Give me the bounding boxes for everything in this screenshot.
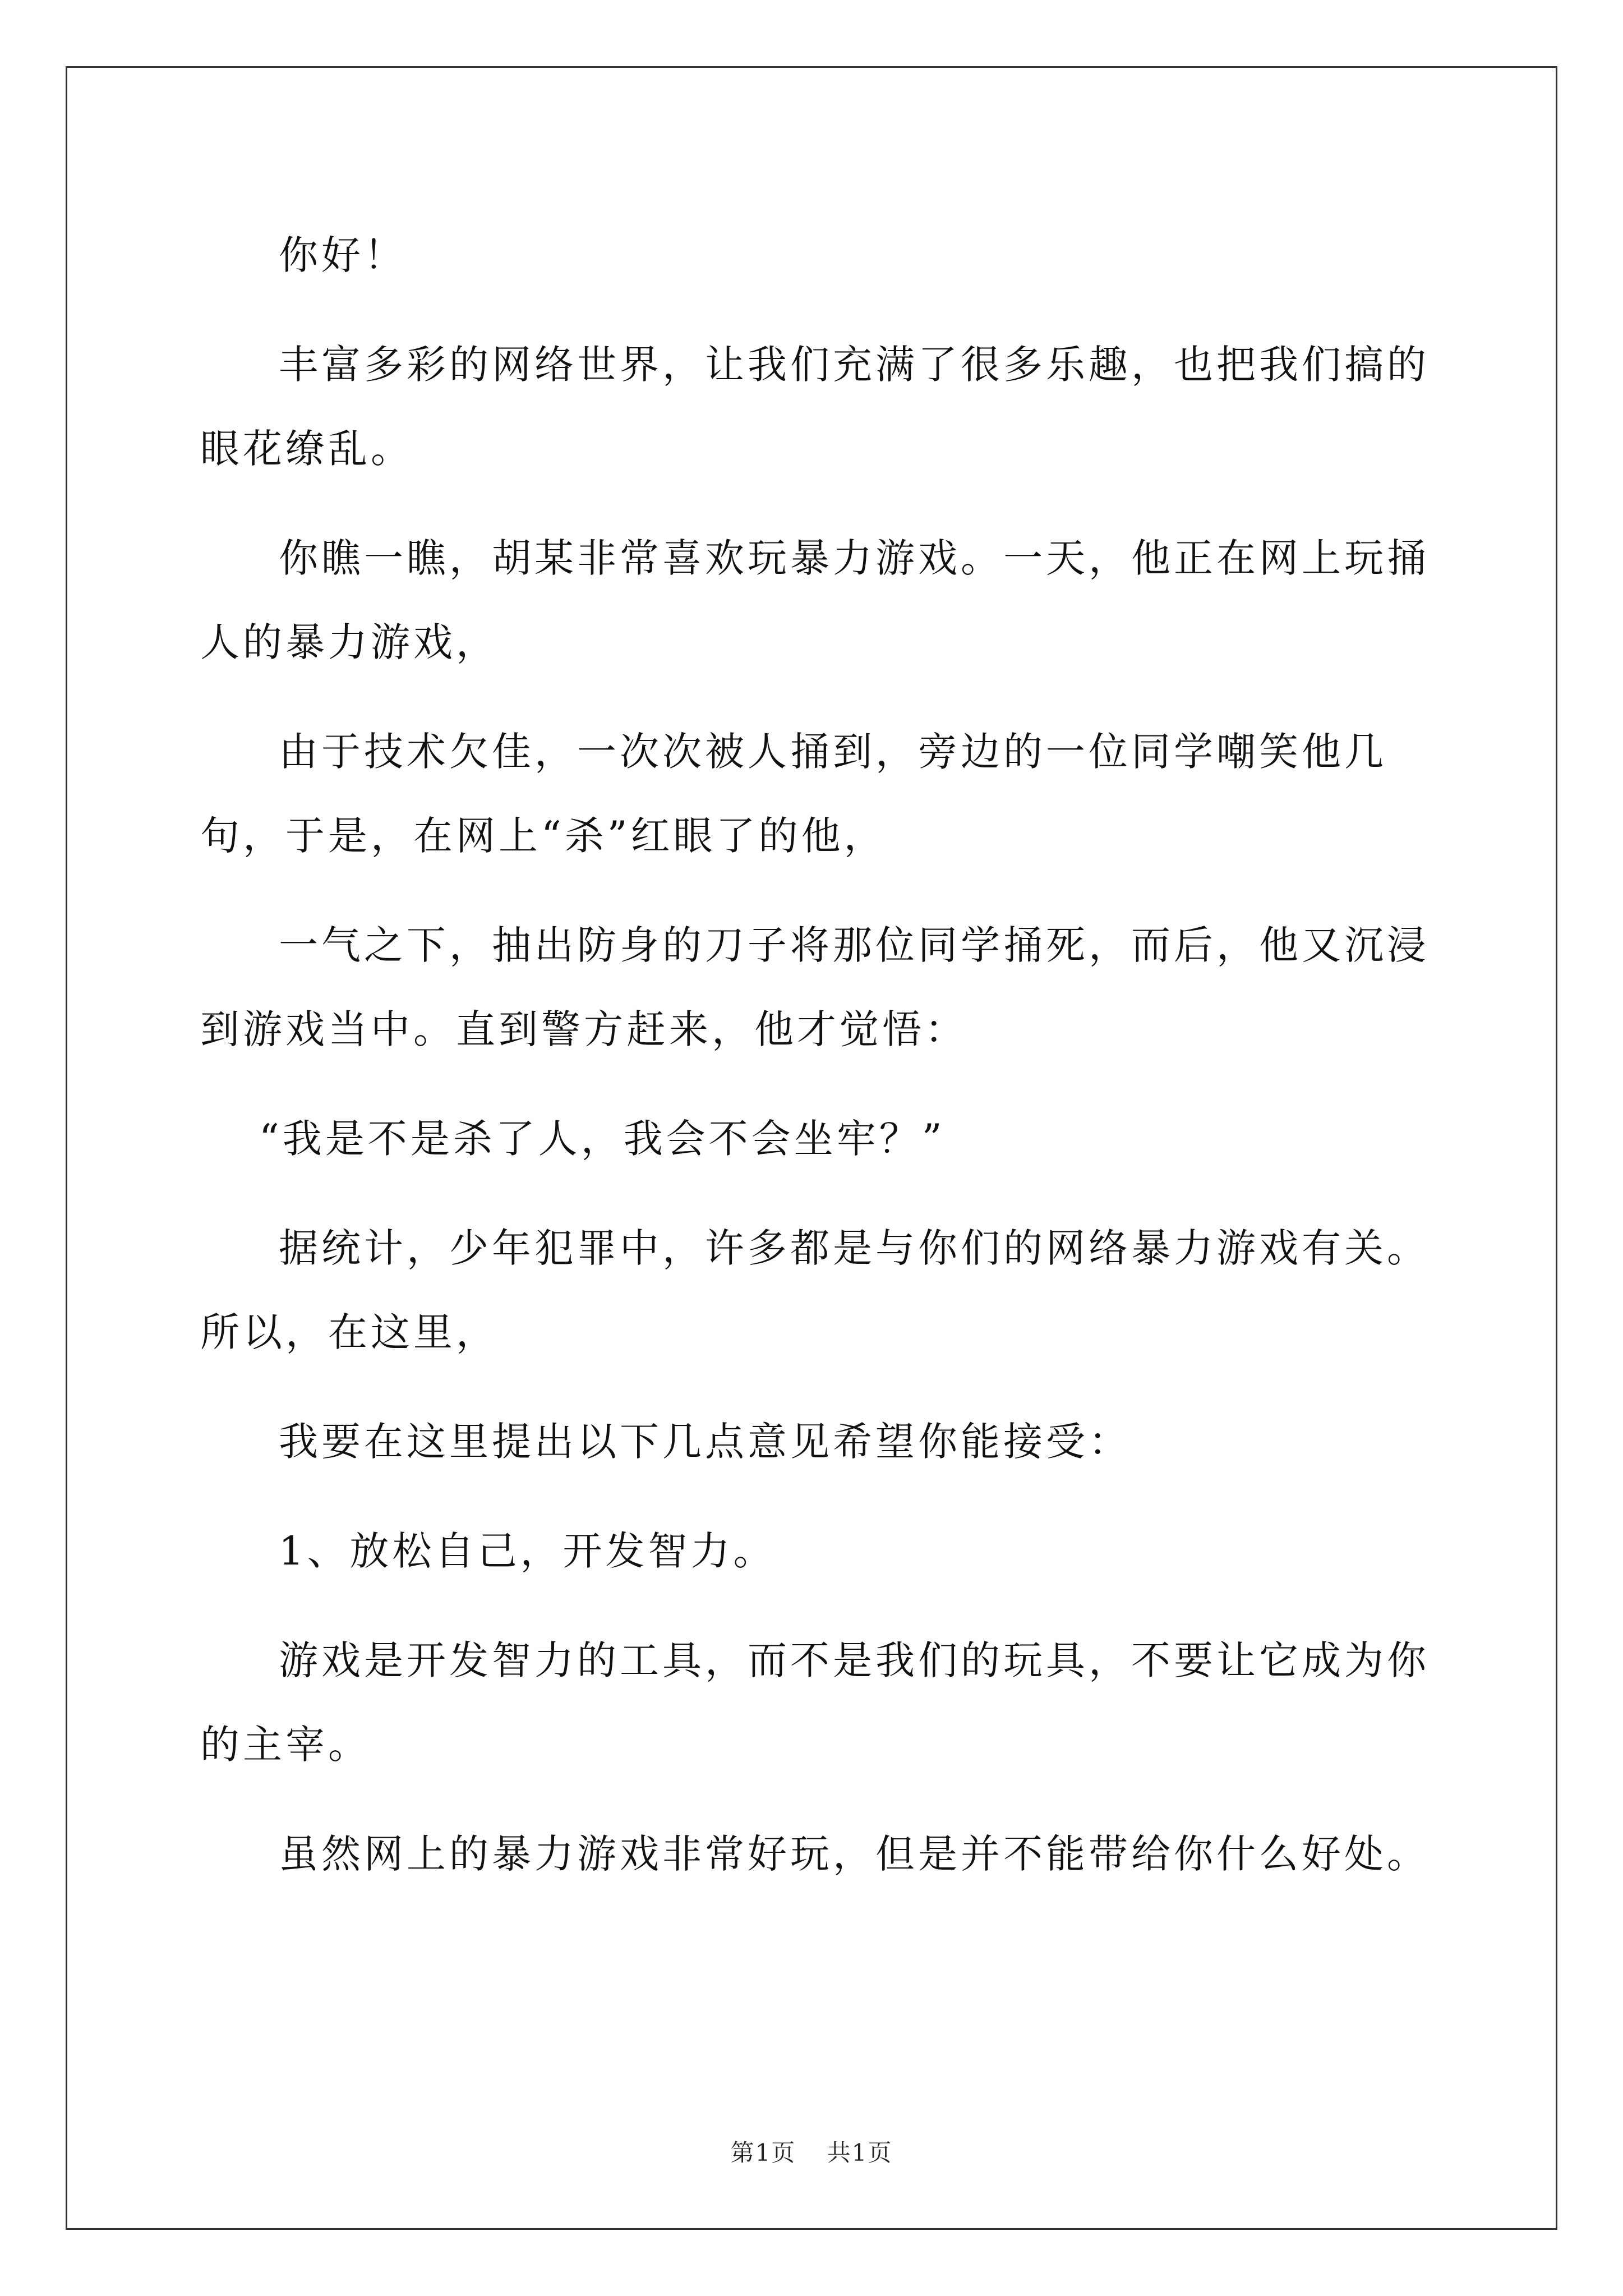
page-number-current: 第1页 (730, 2139, 796, 2166)
paragraph-quote: “我是不是杀了人，我会不会坐牢？” (259, 1116, 946, 1162)
paragraph-greeting: 你好！ (279, 232, 407, 278)
paragraph: 我要在这里提出以下几点意见希望你能接受： (279, 1419, 1131, 1465)
paragraph: 据统计，少年犯罪中，许多都是与你们的网络暴力游戏有关。所以，在这里， (200, 1225, 1430, 1355)
paragraph: 你瞧一瞧，胡某非常喜欢玩暴力游戏。一天，他正在网上玩捅人的暴力游戏， (200, 535, 1430, 665)
paragraph: 虽然网上的暴力游戏非常好玩，但是并不能带给你什么好处。 (279, 1831, 1430, 1877)
paragraph: 由于技术欠佳，一次次被人捅到，旁边的一位同学嘲笑他几句，于是，在网上“杀”红眼了的他， (200, 729, 1387, 859)
document-body (200, 213, 1434, 1921)
paragraph: 丰富多彩的网络世界，让我们充满了很多乐趣，也把我们搞的眼花缭乱。 (200, 342, 1430, 472)
page-number-total: 共1页 (827, 2139, 893, 2166)
paragraph-list-item: 1、放松自己，开发智力。 (279, 1528, 776, 1574)
paragraph: 一气之下，抽出防身的刀子将那位同学捅死，而后，他又沉浸到游戏当中。直到警方赶来，他才觉悟： (200, 922, 1430, 1052)
paragraph: 游戏是开发智力的工具，而不是我们的玩具，不要让它成为你的主宰。 (200, 1637, 1430, 1768)
page-footer (0, 2134, 1623, 2168)
